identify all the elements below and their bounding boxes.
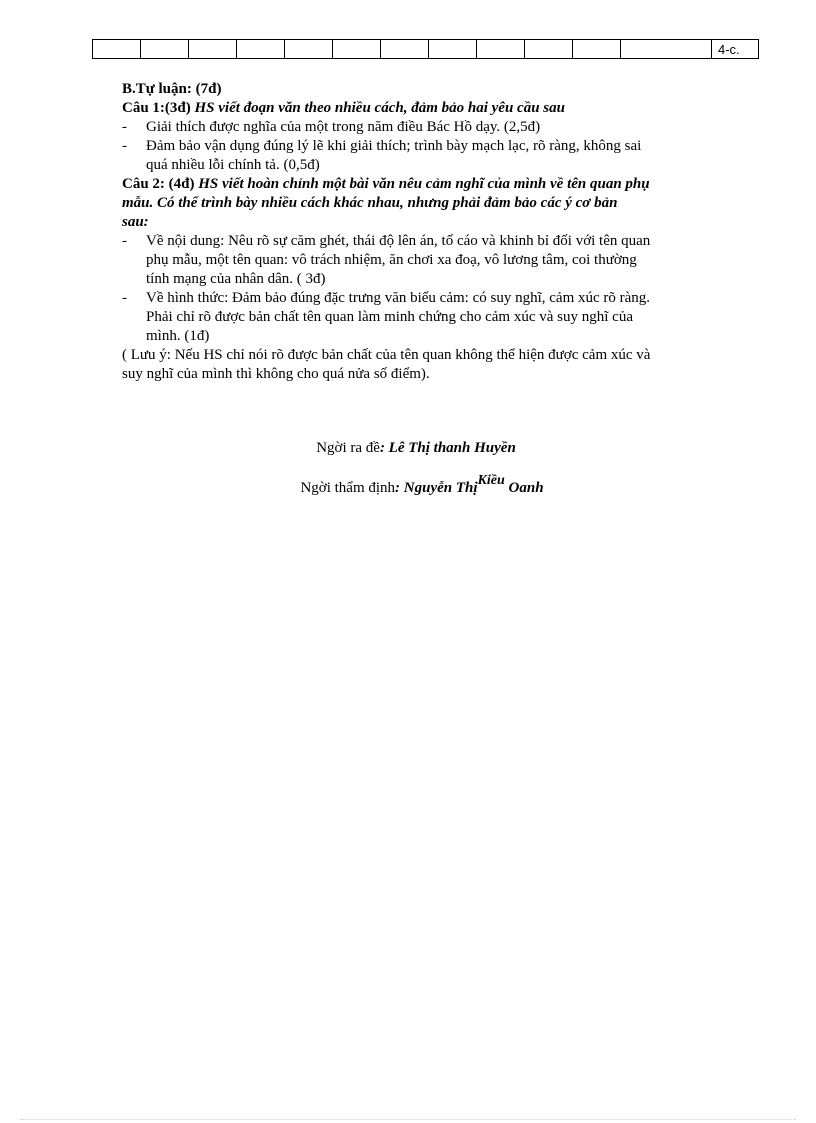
reviewer-name-part-1: : Nguyễn Thị [395, 480, 478, 496]
question-2-instruction-line: mẫu. Có thể trình bày nhiều cách khác nhau, nhưng phải đảm bảo các ý cơ bản [122, 195, 618, 211]
answer-key-table [92, 39, 759, 59]
answer-cell [381, 40, 429, 59]
question-2-instruction-line: sau: [122, 214, 149, 230]
bullet-line: Về hình thức: Đảm bảo đúng đặc trưng văn biểu cảm: có suy nghĩ, cảm xúc rõ ràng. [146, 290, 651, 306]
question-1-heading [122, 99, 754, 118]
author-signature [0, 440, 816, 457]
question-1-instruction: HS viết đoạn văn theo nhiều cách, đảm bảo hai yêu cầu sau [190, 100, 565, 116]
question-2-bullet [122, 232, 754, 289]
reviewer-signature [0, 473, 816, 497]
bullet-dash: - [122, 138, 127, 154]
grading-note: ( Lưu ý: Nếu HS chỉ nói rõ được bản chất của tên quan không thể hiện được cảm xúc và [122, 347, 651, 363]
answer-cell [477, 40, 525, 59]
bullet-dash: - [122, 290, 127, 306]
question-2-heading [122, 175, 754, 194]
bullet-line: Đảm bảo vận dụng đúng lý lẽ khi giải thích; trình bày mạch lạc, rõ ràng, không sai [146, 138, 642, 154]
answer-cell [93, 40, 141, 59]
bullet-line: Phải chỉ rõ được bản chất tên quan làm minh chứng cho cảm xúc và suy nghĩ của [146, 309, 633, 325]
grading-note-line: suy nghĩ của mình thì không cho quá nửa số điểm). [122, 366, 430, 382]
question-2-label: Câu 2: (4đ) [122, 176, 195, 192]
bullet-line: mình. (1đ) [146, 328, 210, 344]
reviewer-name-superscript: Kiều [477, 473, 505, 488]
answer-cell [285, 40, 333, 59]
author-name: : Lê Thị thanh Huyền [379, 440, 516, 456]
question-1-bullet [122, 137, 754, 175]
author-label: Ngời ra đề [316, 440, 380, 456]
answer-cell [525, 40, 573, 59]
bullet-line: tính mạng của nhân dân. ( 3đ) [146, 271, 326, 287]
answer-cell [621, 40, 712, 59]
answer-cell [189, 40, 237, 59]
bullet-line: Về nội dung: Nêu rõ sự căm ghét, thái độ lên án, tố cáo và khinh bỉ đối với tên quan [146, 233, 651, 249]
page-edge-dotted-line [20, 1119, 796, 1120]
bullet-dash: - [122, 119, 127, 135]
reviewer-label: Ngời thẩm định [300, 480, 396, 496]
question-2-instruction: HS viết hoàn chỉnh một bài văn nêu cảm nghĩ của mình về tên quan phụ [194, 176, 650, 192]
answer-cell [333, 40, 381, 59]
question-1-label: Câu 1:(3đ) [122, 100, 191, 116]
answer-cell [429, 40, 477, 59]
essay-answer-section [122, 80, 754, 384]
answer-cell [141, 40, 189, 59]
bullet-line: phụ mẫu, một tên quan: vô trách nhiệm, ăn chơi xa đoạ, vô lương tâm, coi thường [146, 252, 637, 268]
bullet-line: Giải thích được nghĩa của một trong năm điều Bác Hồ dạy. (2,5đ) [146, 119, 541, 135]
bullet-line: quá nhiều lỗi chính tả. (0,5đ) [146, 157, 320, 173]
answer-cell [573, 40, 621, 59]
bullet-dash: - [122, 233, 127, 249]
answer-key-row [93, 40, 759, 59]
answer-cell [237, 40, 285, 59]
question-1-bullet [122, 118, 754, 137]
reviewer-name-part-2: Oanh [504, 480, 544, 496]
question-2-bullet [122, 289, 754, 346]
section-title: B.Tự luận: (7đ) [122, 81, 222, 97]
answer-cell-last: 4-c. [712, 40, 759, 59]
